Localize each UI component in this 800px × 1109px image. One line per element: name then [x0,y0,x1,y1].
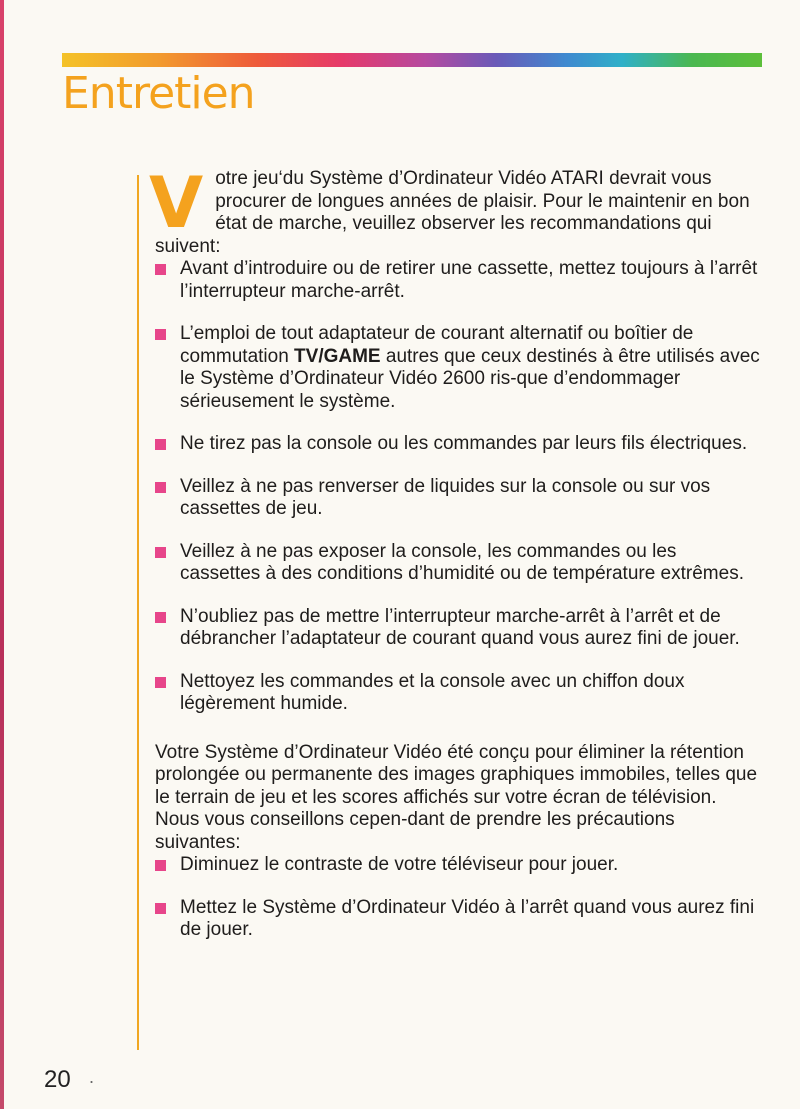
list-item [155,433,760,456]
list-item [155,897,760,942]
list-item [155,476,760,521]
square-bullet-icon [155,677,166,688]
square-bullet-icon [155,547,166,558]
list-item [155,258,760,303]
precautions-list [155,854,760,942]
intro-paragraph [149,162,760,258]
list-item-text: Veillez à ne pas exposer la console, les commandes ou les cassettes à des conditions d’humidité ou de température extrêmes. [180,540,744,584]
list-item [155,323,760,413]
intro-text: otre jeu‘du Système d’Ordinateur Vidéo ATARI devrait vous procurer de longues années de plaisir. Pour le maintenir en bon état de marche, veuillez observer les recommandations qui suivent: [155,168,750,257]
screen-retention-paragraph: Votre Système d’Ordinateur Vidéo été conçu pour éliminer la rétention prolongée ou permanente des images graphiques immobiles, telles que le terrain de jeu et les scores affichés sur votre écran de télévision. Nous vous conseillons cepen-dant de prendre les précautions suivantes: [155,741,758,853]
list-item-text-part: L’emploi de tout adaptateur de courant alternatif ou boîtier de commutation [180,323,694,367]
rainbow-header-bar [62,53,762,67]
list-item-text: Avant d’introduire ou de retirer une cassette, mettez toujours à l’arrêt l’interrupteur marche-arrêt. [180,258,758,302]
tv-game-label: TV/GAME [294,345,381,367]
list-item-text: Diminuez le contraste de votre téléviseur pour jouer. [180,854,619,875]
square-bullet-icon [155,860,166,871]
list-item [155,541,760,586]
list-item-text: Ne tirez pas la console ou les commandes par leurs fils électriques. [180,433,748,454]
square-bullet-icon [155,329,166,340]
list-item [155,854,760,877]
list-item-text [180,323,760,412]
list-item [155,606,760,651]
page-binding-edge [0,0,4,1109]
page-title: Entretien [62,68,255,119]
list-item-text: N’oubliez pas de mettre l’interrupteur marche-arrêt à l’arrêt et de débrancher l’adaptateur de courant quand vous aurez fini de jouer. [180,605,740,649]
care-instructions-list [155,258,760,716]
list-item-text-part: autres que ceux destinés à être utilisés avec le Système d’Ordinateur Vidéo 2600 ris-que d’endommager sérieusement le système. [180,345,760,412]
side-rule [137,175,139,1050]
list-item-text: Nettoyez les commandes et la console avec un chiffon doux légèrement humide. [180,670,685,714]
square-bullet-icon [155,903,166,914]
square-bullet-icon [155,264,166,275]
page-number: 20 [44,1066,71,1093]
drop-cap: V [149,162,204,244]
list-item [155,671,760,716]
list-item-text: Veillez à ne pas renverser de liquides sur la console ou sur vos cassettes de jeu. [180,475,711,519]
square-bullet-icon [155,482,166,493]
list-item-text: Mettez le Système d’Ordinateur Vidéo à l’arrêt quand vous aurez fini de jouer. [180,896,755,940]
square-bullet-icon [155,612,166,623]
page-number-dot: . [89,1067,95,1087]
main-content [149,162,760,942]
square-bullet-icon [155,439,166,450]
